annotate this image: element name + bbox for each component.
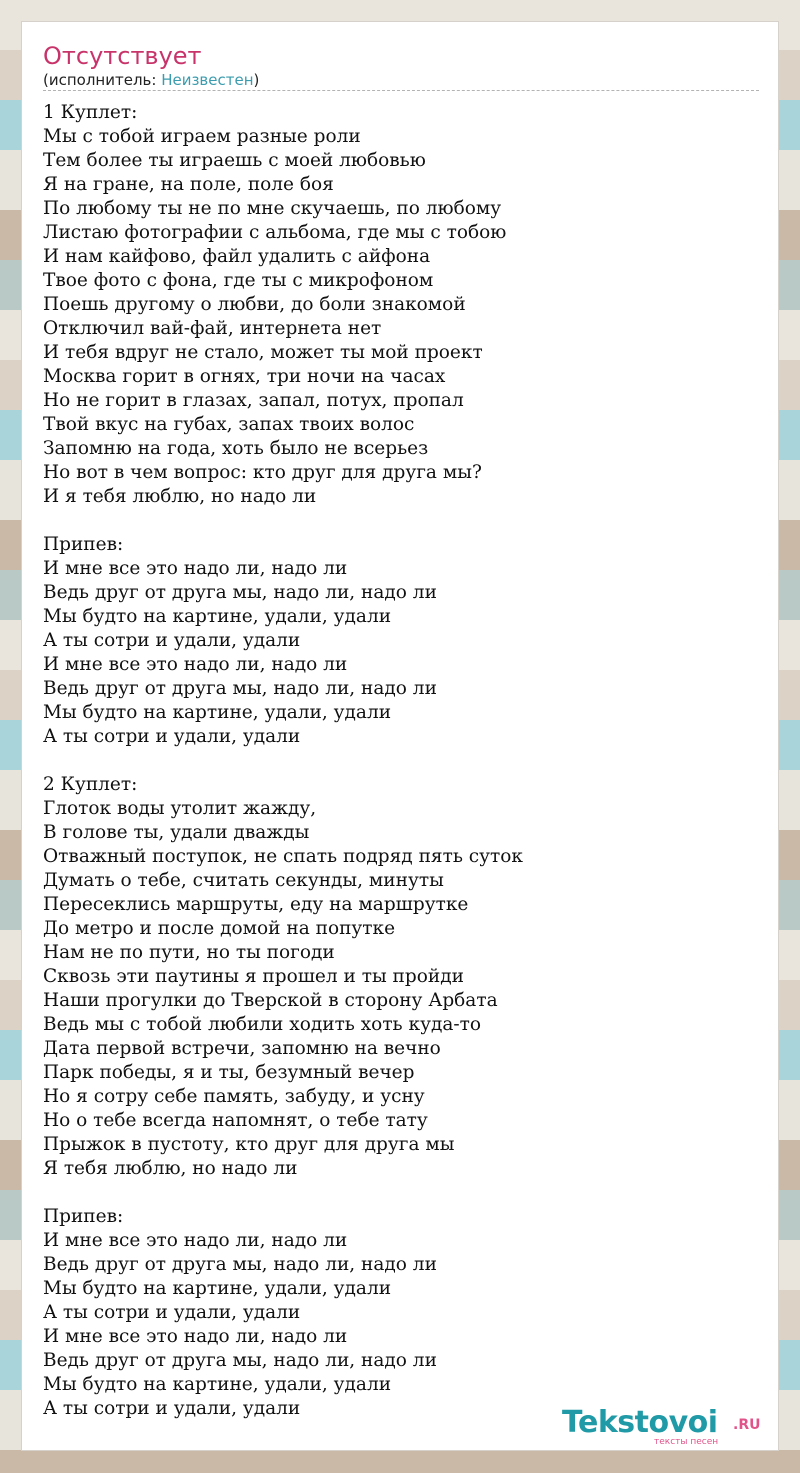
artist-link[interactable]: Неизвестен bbox=[161, 71, 254, 89]
artist-line bbox=[43, 70, 259, 90]
logo-wordmark: Tekstovoi bbox=[562, 1405, 718, 1440]
song-title: Отсутствует bbox=[43, 42, 202, 70]
lyrics-text: 1 Куплет: Мы с тобой играем разные роли Тем более ты играешь с моей любовью Я на гране, на поле, поле боя По любому ты не по мне скучаешь, по любому Листаю фотографии с альбома, где мы с тобою И нам кайфово, файл удалить с айфона Твое фото с фона, где ты с микрофоном Поешь другому о любви, до боли знакомой Отключил вай-фай, интернета нет И тебя вдруг не стало, может ты мой проект Москва горит в огнях, три ночи на часах Но не горит в глазах, запал, потух, пропал Твой вкус на губах, запах твоих волос Запомню на года, хоть было не всерьез Но вот в чем вопрос: кто друг для друга мы? И я тебя люблю, но надо ли Припев: И мне все это надо ли, надо ли Ведь друг от друга мы, надо ли, надо ли Мы будто на картине, удали, удали А ты сотри и удали, удали И мне все это надо ли, надо ли Ведь друг от друга мы, надо ли, надо ли Мы будто на картине, удали, удали А ты сотри и удали, удали 2 Куплет: Глоток воды утолит жажду, В голове ты, удали дважды Отважный поступок, не спать подряд пять суток Думать о тебе, считать секунды, минуты Пересеклись маршруты, еду на маршрутке До метро и после домой на попутке Нам не по пути, но ты погоди Сквозь эти паутины я прошел и ты пройди Наши прогулки до Тверской в сторону Арбата Ведь мы с тобой любили ходить хоть куда-то Дата первой встречи, запомню на вечно Парк победы, я и ты, безумный вечер Но я сотру себе память, забуду, и усну Но о тебе всегда напомнят, о тебе тату Прыжок в пустоту, кто друг для друга мы Я тебя люблю, но надо ли Припев: И мне все это надо ли, надо ли Ведь друг от друга мы, надо ли, надо ли Мы будто на картине, удали, удали А ты сотри и удали, удали И мне все это надо ли, надо ли Ведь друг от друга мы, надо ли, надо ли Мы будто на картине, удали, удали А ты сотри и удали, удали bbox=[43, 102, 523, 1419]
artist-suffix: ) bbox=[253, 71, 260, 89]
artist-prefix: (исполнитель: bbox=[43, 71, 162, 89]
lyrics-card bbox=[22, 22, 778, 1450]
site-logo[interactable] bbox=[562, 1406, 768, 1448]
logo-tld: .RU bbox=[733, 1417, 761, 1433]
logo-tagline: тексты песен bbox=[654, 1437, 719, 1447]
title-divider bbox=[43, 90, 759, 91]
